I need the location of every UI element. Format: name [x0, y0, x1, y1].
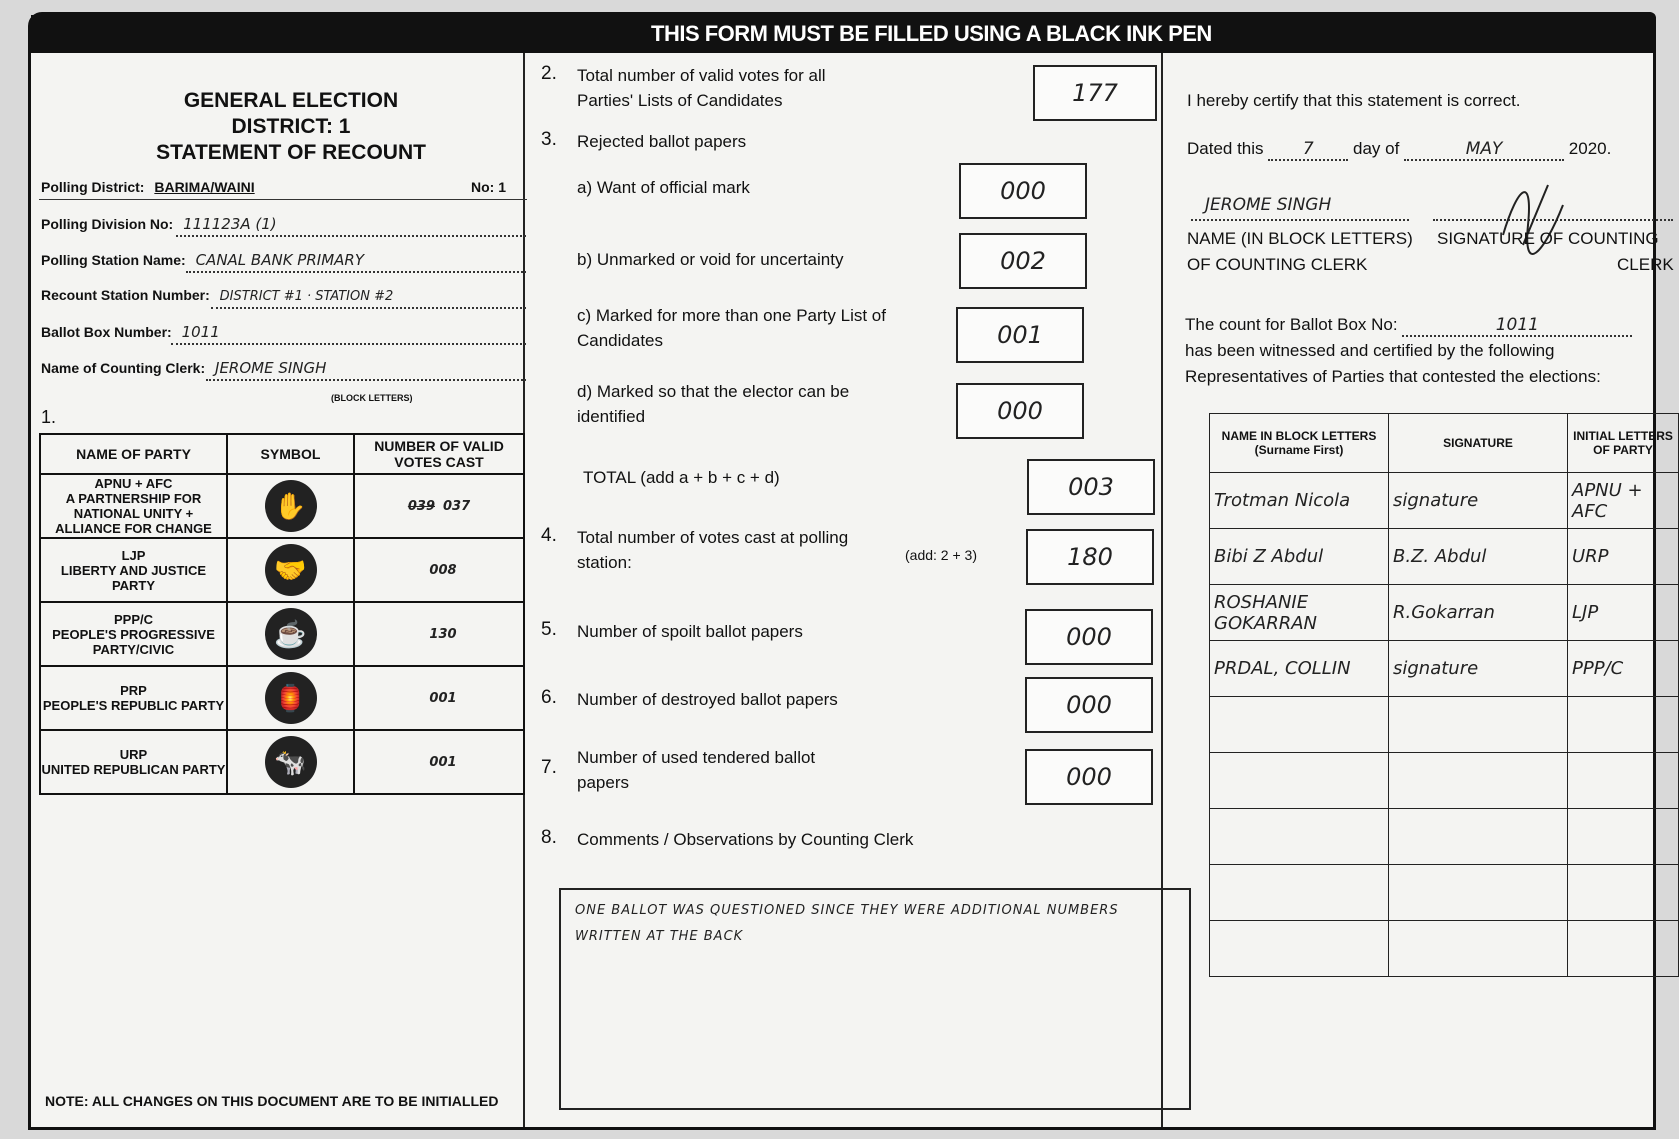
witness-name: ROSHANIE GOKARRAN: [1210, 585, 1389, 641]
q6-label: Number of destroyed ballot papers: [577, 690, 838, 709]
witness-party: APNU + AFC: [1568, 473, 1679, 529]
party-name: APNU + AFC A PARTNERSHIP FOR NATIONAL UNITY + ALLIANCE FOR CHANGE: [40, 474, 227, 538]
witness-row: [1210, 697, 1679, 753]
witness-name: Trotman Nicola: [1210, 473, 1389, 529]
party-symbol-cell: [227, 602, 354, 666]
recount-station-label: Recount Station Number:: [41, 287, 210, 303]
q6-number: 6.: [541, 687, 557, 708]
q8-label: Comments / Observations by Counting Clerk: [577, 830, 914, 849]
dotted-line: [176, 235, 526, 237]
dated-month: MAY: [1404, 139, 1564, 161]
witness-table: [1209, 413, 1679, 977]
party-symbol-cell: [227, 666, 354, 730]
party-row: [40, 538, 524, 602]
polling-district-label: Polling District:: [41, 179, 145, 195]
party-votes: [354, 474, 524, 538]
polling-station-value: CANAL BANK PRIMARY: [195, 251, 364, 269]
q7-number: 7.: [541, 757, 557, 778]
party-name: PRP PEOPLE'S REPUBLIC PARTY: [40, 666, 227, 730]
dated-year: 2020.: [1568, 139, 1612, 158]
q3c-label: c) Marked for more than one Party List of Candidates: [577, 306, 886, 350]
party-symbol-cell: [227, 474, 354, 538]
witness-signature: [1389, 809, 1568, 865]
party-votes-value: 001: [429, 690, 457, 706]
q3b-value-box: 002: [959, 233, 1087, 289]
witness-row: [1210, 865, 1679, 921]
witness-row: [1210, 809, 1679, 865]
q3-number: 3.: [541, 129, 557, 150]
counting-clerk-field: [41, 359, 541, 377]
count-line: [1185, 315, 1632, 337]
witness-party: [1568, 865, 1679, 921]
party-votes: [354, 730, 524, 794]
witness-party: [1568, 809, 1679, 865]
polling-division-field: [41, 215, 541, 233]
header-district: DISTRICT: 1: [231, 115, 351, 138]
col-header-votes: NUMBER OF VALID VOTES CAST: [354, 434, 524, 474]
polling-station-field: [41, 251, 541, 269]
form-banner: [31, 15, 1653, 53]
witness-party: [1568, 921, 1679, 977]
col-header-witness-name: NAME IN BLOCK LETTERS (Surname First): [1210, 414, 1389, 473]
witness-name: [1210, 921, 1389, 977]
polling-division-value: 111123A (1): [183, 215, 277, 233]
name-label-line1: NAME (IN BLOCK LETTERS): [1187, 229, 1413, 248]
handshake-icon: 🤝: [265, 544, 317, 596]
party-votes: [354, 666, 524, 730]
counting-clerk-label: Name of Counting Clerk:: [41, 360, 206, 376]
party-name: LJP LIBERTY AND JUSTICE PARTY: [40, 538, 227, 602]
witness-signature: [1389, 753, 1568, 809]
q6-value-box: 000: [1025, 677, 1153, 733]
col-header-party: NAME OF PARTY: [40, 434, 227, 474]
witness-name: [1210, 697, 1389, 753]
counting-clerk-value: JEROME SINGH: [215, 359, 327, 377]
party-name: URP UNITED REPUBLICAN PARTY: [40, 730, 227, 794]
recount-form: [28, 12, 1674, 1130]
polling-district-no: No: 1: [471, 179, 506, 195]
witness-row: [1210, 585, 1679, 641]
dotted-line: [206, 379, 526, 381]
header-subtitle: STATEMENT OF RECOUNT: [156, 141, 426, 164]
polling-division-label: Polling Division No:: [41, 216, 174, 232]
party-symbol-cell: [227, 538, 354, 602]
sig-label-line1: SIGNATURE OF COUNTING: [1437, 229, 1659, 248]
q3d-label: d) Marked so that the elector can be identified: [577, 382, 850, 426]
witness-header-row: [1210, 414, 1679, 473]
witness-row: [1210, 473, 1679, 529]
party-votes-value: 008: [429, 562, 457, 578]
comment-line-1: ONE BALLOT WAS QUESTIONED SINCE THEY WERE ADDITIONAL NUMBERS: [575, 903, 1119, 918]
q8-number: 8.: [541, 827, 557, 848]
witness-signature: signature: [1389, 641, 1568, 697]
witness-party: [1568, 753, 1679, 809]
q2-label: Total number of valid votes for all Parties' Lists of Candidates: [577, 66, 826, 110]
q4-number: 4.: [541, 525, 557, 546]
name-label-line2: OF COUNTING CLERK: [1187, 255, 1368, 274]
ballot-box-label: Ballot Box Number:: [41, 324, 172, 340]
comment-line-2: WRITTEN AT THE BACK: [575, 929, 744, 944]
col-header-witness-party: INITIAL LETTERS OF PARTY: [1568, 414, 1679, 473]
party-row: [40, 730, 524, 794]
q4-label: Total number of votes cast at polling station:: [577, 528, 849, 572]
dotted-line: [171, 343, 526, 345]
witness-row: [1210, 753, 1679, 809]
footer-note: NOTE: ALL CHANGES ON THIS DOCUMENT ARE TO BE INITIALLED: [45, 1093, 499, 1109]
dated-mid: day of: [1353, 139, 1400, 158]
certify-text: I hereby certify that this statement is correct.: [1187, 91, 1521, 110]
witness-name: PRDAL, COLLIN: [1210, 641, 1389, 697]
witness-row: [1210, 921, 1679, 977]
recount-station-value: DISTRICT #1 · STATION #2: [219, 289, 394, 304]
witness-name: [1210, 865, 1389, 921]
q4-value-box: 180: [1026, 529, 1154, 585]
recount-station-field: [41, 287, 541, 304]
comments-box: [559, 888, 1191, 1110]
clerk-name-value: JEROME SINGH: [1205, 195, 1332, 215]
witness-party: [1568, 697, 1679, 753]
count-prefix: The count for Ballot Box No:: [1185, 315, 1398, 334]
witness-row: [1210, 641, 1679, 697]
witness-signature: [1389, 697, 1568, 753]
q5-label: Number of spoilt ballot papers: [577, 622, 803, 641]
polling-district-field: [41, 179, 541, 195]
sig-label-line2: CLERK: [1617, 255, 1674, 274]
ballot-box-value: 1011: [181, 323, 220, 341]
party-row: [40, 602, 524, 666]
witness-party: URP: [1568, 529, 1679, 585]
q4-add-note: (add: 2 + 3): [905, 547, 977, 563]
lantern-icon: 🏮: [265, 672, 317, 724]
witness-party: LJP: [1568, 585, 1679, 641]
witness-signature: signature: [1389, 473, 1568, 529]
hand-key-icon: ✋: [265, 480, 317, 532]
witness-name: [1210, 809, 1389, 865]
dated-line: [1187, 139, 1611, 161]
party-votes-value: 037: [443, 498, 471, 514]
q3c-value-box: 001: [956, 307, 1084, 363]
party-name: PPP/C PEOPLE'S PROGRESSIVE PARTY/CIVIC: [40, 602, 227, 666]
q2-number: 2.: [541, 63, 557, 84]
witness-signature: [1389, 865, 1568, 921]
party-symbol-cell: [227, 730, 354, 794]
q3b-label: b) Unmarked or void for uncertainty: [577, 250, 844, 269]
witness-row: [1210, 529, 1679, 585]
cow-icon: 🐄: [265, 736, 317, 788]
party-votes: [354, 538, 524, 602]
col-header-symbol: SYMBOL: [227, 434, 354, 474]
parties-table: [39, 433, 525, 795]
q5-number: 5.: [541, 619, 557, 640]
party-votes: [354, 602, 524, 666]
witness-line1: has been witnessed and certified by the following: [1185, 341, 1555, 360]
cup-icon: ☕: [265, 608, 317, 660]
header-title: GENERAL ELECTION: [183, 89, 399, 112]
count-box-value: 1011: [1402, 315, 1632, 337]
col-header-witness-signature: SIGNATURE: [1389, 414, 1568, 473]
q3-label: Rejected ballot papers: [577, 132, 747, 151]
section-number-1: 1.: [41, 407, 57, 427]
dated-prefix: Dated this: [1187, 139, 1264, 158]
total-label: TOTAL (add a + b + c + d): [583, 468, 780, 487]
witness-name: Bibi Z Abdul: [1210, 529, 1389, 585]
q3d-value-box: 000: [956, 383, 1084, 439]
witness-signature: [1389, 921, 1568, 977]
dotted-line: [1191, 219, 1409, 221]
divider-line: [39, 199, 527, 200]
total-value-box: 003: [1027, 459, 1155, 515]
clerk-signature: [1493, 165, 1573, 265]
banner-text: THIS FORM MUST BE FILLED USING A BLACK INK PEN: [651, 21, 1212, 46]
party-votes-value: 001: [429, 754, 457, 770]
witness-name: [1210, 753, 1389, 809]
dotted-line: [186, 271, 526, 273]
witness-line2: Representatives of Parties that contested the elections:: [1185, 367, 1601, 386]
dated-day: 7: [1268, 139, 1348, 161]
q2-value-box: 177: [1033, 65, 1157, 121]
witness-signature: R.Gokarran: [1389, 585, 1568, 641]
parties-header-row: [40, 434, 524, 474]
party-votes-struck: 039: [407, 498, 435, 514]
q3a-label: a) Want of official mark: [577, 178, 750, 197]
q7-value-box: 000: [1025, 749, 1153, 805]
party-row: [40, 474, 524, 538]
polling-station-label: Polling Station Name:: [41, 252, 186, 268]
witness-party: PPP/C: [1568, 641, 1679, 697]
ballot-box-field: [41, 323, 541, 341]
q7-label: Number of used tendered ballot papers: [577, 748, 816, 792]
block-letters-note: (BLOCK LETTERS): [331, 393, 413, 403]
q3a-value-box: 000: [959, 163, 1087, 219]
polling-district-value: BARIMA/WAINI: [154, 179, 255, 195]
party-row: [40, 666, 524, 730]
dotted-line: [211, 307, 526, 309]
q5-value-box: 000: [1025, 609, 1153, 665]
party-votes-value: 130: [429, 626, 457, 642]
witness-signature: B.Z. Abdul: [1389, 529, 1568, 585]
